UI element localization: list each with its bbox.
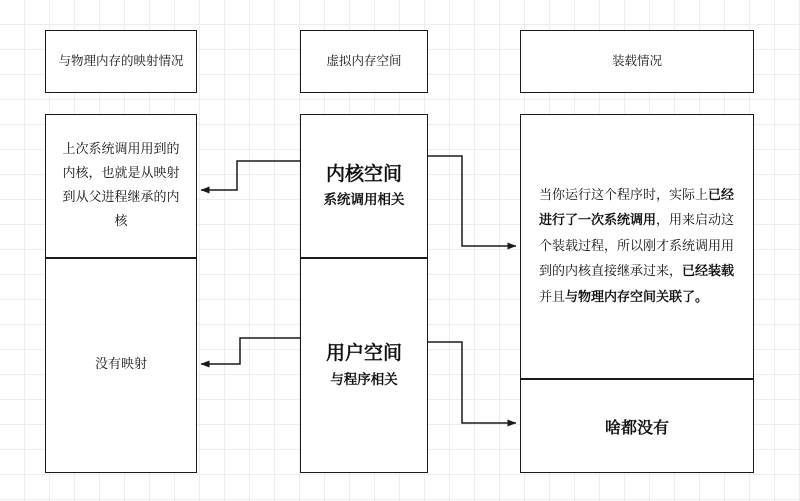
header-loading-status <box>520 30 754 93</box>
physical-nomapping-text: 没有映射 <box>94 357 147 373</box>
user-space-box <box>300 258 428 473</box>
arrow-user-to-physical <box>201 338 300 364</box>
header-virtual-memory-label: 虚拟内存空间 <box>326 53 402 69</box>
kernel-space-subtitle: 系统调用相关 <box>323 192 405 209</box>
header-loading-status-label: 装载情况 <box>611 53 662 69</box>
physical-kernel-cell <box>45 114 197 258</box>
loading-paragraph-cell <box>520 114 754 379</box>
user-space-subtitle: 与程序相关 <box>330 371 398 388</box>
header-physical-memory-label: 与物理内存的映射情况 <box>58 53 184 69</box>
loading-paragraph-text: 当你运行这个程序时，实际上已经进行了一次系统调用，用来启动这个装载过程，所以刚才系统调用用到的内核直接继承过来，已经装载并且与物理内存空间关联了。 <box>539 188 735 305</box>
arrow-kernel-to-loading <box>428 156 516 246</box>
arrow-user-to-loading <box>428 342 516 423</box>
loading-bottom-cell <box>520 379 754 473</box>
physical-nomapping-cell <box>45 258 197 473</box>
kernel-space-box <box>300 114 428 258</box>
kernel-space-title: 内核空间 <box>325 162 402 185</box>
user-space-title: 用户空间 <box>325 342 402 365</box>
header-virtual-memory <box>300 30 428 93</box>
arrow-kernel-to-physical <box>201 161 300 190</box>
loading-bottom-text: 啥都没有 <box>604 417 669 437</box>
header-physical-memory <box>45 30 197 93</box>
physical-kernel-text: 上次系统调用用到的内核，也就是从映射到从父进程继承的内核 <box>62 141 180 230</box>
